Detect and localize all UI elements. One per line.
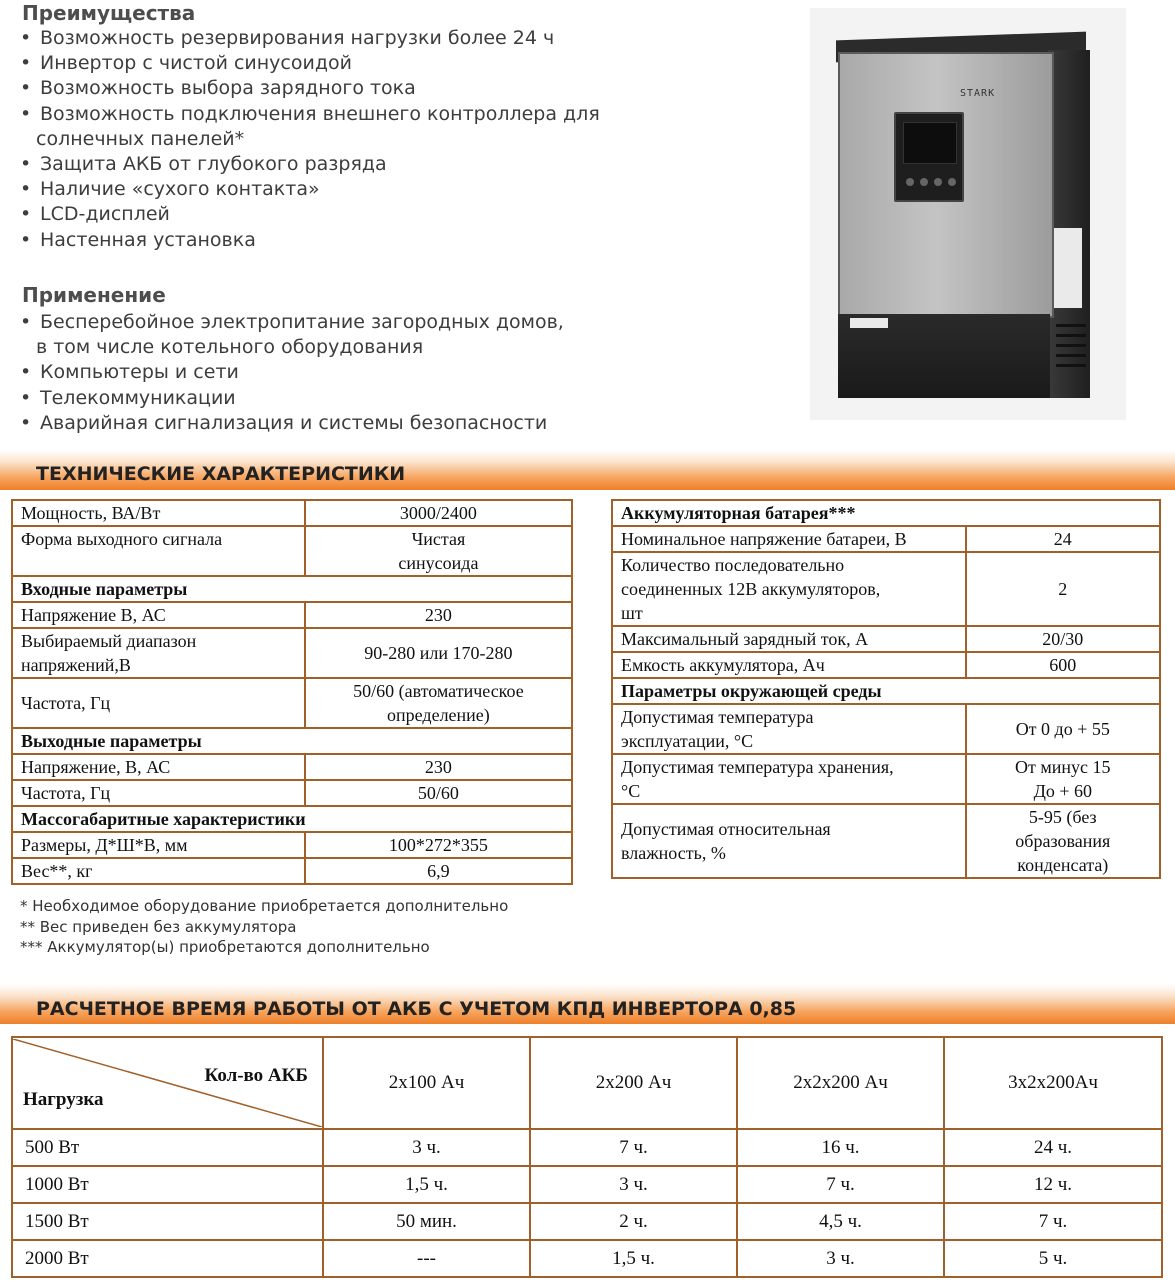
table-cell: --- bbox=[323, 1240, 530, 1277]
table-row: Частота, Гц 50/60 (автоматическое определение) bbox=[12, 678, 572, 728]
table-row: Мощность, ВА/Вт 3000/2400 bbox=[12, 500, 572, 526]
table-header-row bbox=[12, 1037, 1162, 1129]
table-row: Входные параметры bbox=[12, 576, 572, 602]
table-row: Напряжение, В, АС 230 bbox=[12, 754, 572, 780]
vent-slot bbox=[1056, 364, 1086, 367]
panel-button-icon bbox=[948, 178, 956, 186]
list-item: • Компьютеры и сети bbox=[20, 361, 239, 384]
footnote: ** Вес приведен без аккумулятора bbox=[20, 917, 297, 936]
panel-button-icon bbox=[906, 178, 914, 186]
table-row: Аккумуляторная батарея*** bbox=[612, 500, 1160, 526]
load-cell: 2000 Вт bbox=[12, 1240, 323, 1277]
runtime-table bbox=[11, 1036, 1163, 1278]
table-cell: 1,5 ч. bbox=[323, 1166, 530, 1203]
vent-slot bbox=[1056, 344, 1086, 347]
table-row: Количество последовательно соединенных 12В аккумуляторов, шт 2 bbox=[612, 552, 1160, 626]
load-cell: 1000 Вт bbox=[12, 1166, 323, 1203]
table-row: Допустимая температура хранения, °С От минус 15 До + 60 bbox=[612, 754, 1160, 804]
table-cell: 50 мин. bbox=[323, 1203, 530, 1240]
table-row bbox=[12, 1240, 1162, 1277]
table-cell: 7 ч. bbox=[944, 1203, 1162, 1240]
runtime-title: РАСЧЕТНОЕ ВРЕМЯ РАБОТЫ ОТ АКБ С УЧЕТОМ КПД ИНВЕРТОРА 0,85 bbox=[36, 998, 797, 1020]
list-item: • Инвертор с чистой синусоидой bbox=[20, 52, 352, 75]
table-row: Допустимая относительная влажность, % 5-95 (без образования конденсата) bbox=[612, 804, 1160, 878]
specs-table-left bbox=[11, 499, 573, 885]
list-item: в том числе котельного оборудования bbox=[36, 336, 424, 359]
table-cell: 2 ч. bbox=[530, 1203, 737, 1240]
column-header: 2х200 Ач bbox=[530, 1037, 737, 1129]
table-cell: 5 ч. bbox=[944, 1240, 1162, 1277]
table-cell: 7 ч. bbox=[530, 1129, 737, 1166]
list-item: • Возможность резервирования нагрузки более 24 ч bbox=[20, 27, 555, 49]
table-cell: 3 ч. bbox=[737, 1240, 944, 1277]
spec-sticker bbox=[1054, 228, 1082, 308]
footnotes bbox=[20, 896, 508, 958]
application-list bbox=[20, 310, 564, 436]
specs-title: ТЕХНИЧЕСКИЕ ХАРАКТЕРИСТИКИ bbox=[36, 463, 406, 485]
list-item: • Возможность выбора зарядного тока bbox=[20, 77, 416, 100]
specs-table-right bbox=[611, 499, 1161, 879]
panel-button-icon bbox=[920, 178, 928, 186]
load-cell: 500 Вт bbox=[12, 1129, 323, 1166]
table-row: Массогабаритные характеристики bbox=[12, 806, 572, 832]
application-title: Применение bbox=[22, 283, 166, 307]
product-image bbox=[810, 8, 1126, 420]
list-item: • Защита АКБ от глубокого разряда bbox=[20, 153, 387, 176]
table-row: Допустимая температура эксплуатации, °С От 0 до + 55 bbox=[612, 704, 1160, 754]
footnote: *** Аккумулятор(ы) приобретаются дополнительно bbox=[20, 938, 430, 956]
vent-slot bbox=[1056, 334, 1086, 337]
warning-sticker bbox=[850, 318, 888, 328]
table-row: Вес**, кг 6,9 bbox=[12, 858, 572, 884]
table-cell: 3 ч. bbox=[530, 1166, 737, 1203]
table-cell: 4,5 ч. bbox=[737, 1203, 944, 1240]
corner-top-label: Кол-во АКБ bbox=[204, 1065, 308, 1086]
list-item: • Аварийная сигнализация и системы безопасности bbox=[20, 411, 548, 434]
table-row: Емкость аккумулятора, Ач 600 bbox=[612, 652, 1160, 678]
table-row bbox=[12, 1203, 1162, 1240]
table-cell: 24 ч. bbox=[944, 1129, 1162, 1166]
list-item: солнечных панелей* bbox=[36, 127, 245, 150]
table-row: Выходные параметры bbox=[12, 728, 572, 754]
corner-cell bbox=[12, 1037, 323, 1129]
table-row: Номинальное напряжение батареи, В 24 bbox=[612, 526, 1160, 552]
table-row: Размеры, Д*Ш*В, мм 100*272*355 bbox=[12, 832, 572, 858]
table-cell: 7 ч. bbox=[737, 1166, 944, 1203]
table-cell: 3 ч. bbox=[323, 1129, 530, 1166]
list-item: • Бесперебойное электропитание загородных домов, bbox=[20, 311, 564, 333]
brand-logo: STARK bbox=[960, 88, 996, 99]
list-item: • LCD-дисплей bbox=[20, 203, 170, 226]
lcd-screen bbox=[903, 122, 957, 164]
corner-bottom-label: Нагрузка bbox=[23, 1089, 104, 1110]
advantages-list bbox=[20, 26, 600, 253]
list-item: • Наличие «сухого контакта» bbox=[20, 178, 320, 201]
vent-slot bbox=[1056, 324, 1086, 327]
load-cell: 1500 Вт bbox=[12, 1203, 323, 1240]
table-row: Максимальный зарядный ток, А 20/30 bbox=[612, 626, 1160, 652]
table-row bbox=[12, 1129, 1162, 1166]
footnote: * Необходимое оборудование приобретается дополнительно bbox=[20, 897, 509, 915]
table-cell: 16 ч. bbox=[737, 1129, 944, 1166]
table-row bbox=[12, 1166, 1162, 1203]
list-item: • Телекоммуникации bbox=[20, 386, 236, 409]
table-cell: 1,5 ч. bbox=[530, 1240, 737, 1277]
advantages-title: Преимущества bbox=[22, 1, 196, 25]
column-header: 2х100 Ач bbox=[323, 1037, 530, 1129]
column-header: 3х2х200Ач bbox=[944, 1037, 1162, 1129]
list-item: • Возможность подключения внешнего контроллера для bbox=[20, 102, 600, 125]
table-cell: 12 ч. bbox=[944, 1166, 1162, 1203]
table-row: Параметры окружающей среды bbox=[612, 678, 1160, 704]
table-row: Напряжение В, АС 230 bbox=[12, 602, 572, 628]
list-item: • Настенная установка bbox=[20, 228, 256, 251]
table-row: Форма выходного сигнала Чистая синусоида bbox=[12, 526, 572, 576]
table-row: Частота, Гц 50/60 bbox=[12, 780, 572, 806]
column-header: 2х2х200 Ач bbox=[737, 1037, 944, 1129]
vent-slot bbox=[1056, 354, 1086, 357]
panel-button-icon bbox=[934, 178, 942, 186]
table-row: Выбираемый диапазон напряжений,В 90-280 или 170-280 bbox=[12, 628, 572, 678]
lcd-display bbox=[894, 112, 964, 202]
